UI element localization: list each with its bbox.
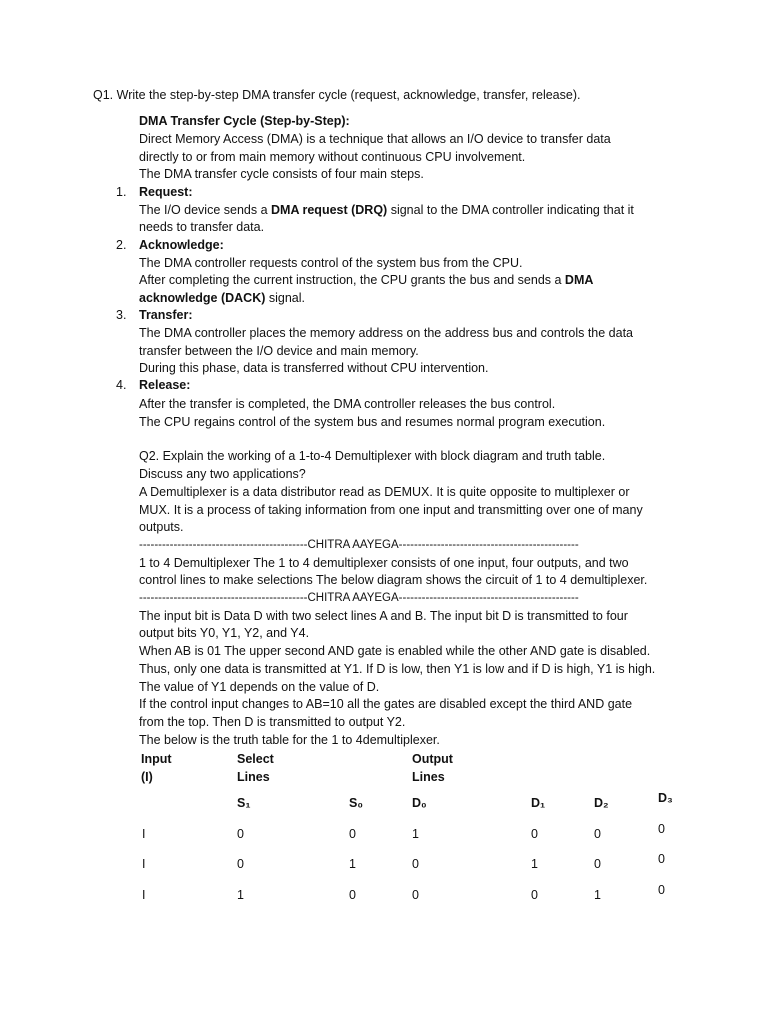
- table-header: Lines: [237, 770, 270, 784]
- table-header: Output: [412, 752, 453, 766]
- table-cell: 1: [531, 857, 538, 871]
- table-cell: 0: [237, 857, 244, 871]
- q2-line: from the top. Then D is transmitted to output Y2.: [139, 715, 406, 729]
- table-header: Input: [141, 752, 172, 766]
- table-subheader: D₂: [594, 796, 609, 810]
- q2-line: The value of Y1 depends on the value of D.: [139, 680, 380, 694]
- q2-line: output bits Y0, Y1, Y2, and Y4.: [139, 626, 310, 640]
- step-text: The DMA controller requests control of the system bus from the CPU.: [139, 256, 523, 270]
- table-cell: 0: [531, 827, 538, 841]
- table-header: Lines: [412, 770, 445, 784]
- table-subheader: D₁: [531, 796, 546, 810]
- q1-intro-line: The DMA transfer cycle consists of four main steps.: [139, 167, 424, 181]
- q1-intro-line: Direct Memory Access (DMA) is a technique that allows an I/O device to transfer data: [139, 132, 611, 146]
- q2-line: The below is the truth table for the 1 to 4demultiplexer.: [139, 733, 440, 747]
- step-text: The DMA controller places the memory address on the address bus and controls the data: [139, 326, 634, 340]
- table-subheader: D₀: [412, 796, 427, 810]
- step-text: transfer between the I/O device and main memory.: [139, 344, 419, 358]
- table-cell: 0: [349, 827, 356, 841]
- step-text: The I/O device sends a DMA request (DRQ) signal to the DMA controller indicating that it: [139, 203, 634, 217]
- table-header: (I): [141, 770, 153, 784]
- table-cell: 0: [412, 857, 419, 871]
- table-cell: 0: [531, 888, 538, 902]
- q2-line: If the control input changes to AB=10 all the gates are disabled except the third AND gate: [139, 697, 633, 711]
- table-cell: I: [142, 827, 146, 841]
- step-text: needs to transfer data.: [139, 220, 265, 234]
- table-cell: 0: [237, 827, 244, 841]
- q2-line: 1 to 4 Demultiplexer The 1 to 4 demultiplexer consists of one input, four outputs, and two: [139, 556, 629, 570]
- table-cell: 1: [594, 888, 601, 902]
- step-title: Transfer:: [139, 308, 193, 322]
- q2-line: The input bit is Data D with two select lines A and B. The input bit D is transmitted to four: [139, 609, 628, 623]
- table-cell: 0: [349, 888, 356, 902]
- step-text: During this phase, data is transferred without CPU intervention.: [139, 361, 489, 375]
- placeholder-divider: --------------------------------------------CHITRA AAYEGA-----------------------------------------------: [139, 592, 579, 604]
- table-cell: 0: [412, 888, 419, 902]
- step-number: 2.: [116, 238, 127, 252]
- table-cell: 0: [658, 822, 665, 836]
- step-text: acknowledge (DACK) signal.: [139, 291, 306, 305]
- q1-heading: DMA Transfer Cycle (Step-by-Step):: [139, 114, 350, 128]
- step-number: 4.: [116, 378, 127, 392]
- table-cell: 0: [658, 852, 665, 866]
- q2-line: Thus, only one data is transmitted at Y1. If D is low, then Y1 is low and if D is high, Y1 is high.: [139, 662, 656, 676]
- q1-intro-line: directly to or from main memory without continuous CPU involvement.: [139, 150, 526, 164]
- table-cell: I: [142, 857, 146, 871]
- table-cell: I: [142, 888, 146, 902]
- step-number: 3.: [116, 308, 127, 322]
- table-cell: 1: [349, 857, 356, 871]
- table-cell: 1: [237, 888, 244, 902]
- table-cell: 0: [658, 883, 665, 897]
- table-subheader: D₃: [658, 791, 673, 805]
- table-cell: 0: [594, 827, 601, 841]
- q2-line: When AB is 01 The upper second AND gate is enabled while the other AND gate is disabled.: [139, 644, 651, 658]
- table-subheader: S₀: [349, 796, 363, 810]
- q2-line: outputs.: [139, 520, 184, 534]
- q2-line: Discuss any two applications?: [139, 467, 306, 481]
- step-text: After completing the current instruction, the CPU grants the bus and sends a DMA: [139, 273, 594, 287]
- step-text: The CPU regains control of the system bus and resumes normal program execution.: [139, 415, 606, 429]
- table-cell: 1: [412, 827, 419, 841]
- q2-line: A Demultiplexer is a data distributor read as DEMUX. It is quite opposite to multiplexer or: [139, 485, 630, 499]
- q1-question: Q1. Write the step-by-step DMA transfer cycle (request, acknowledge, transfer, release).: [93, 88, 581, 102]
- table-cell: 0: [594, 857, 601, 871]
- q2-line: control lines to make selections The below diagram shows the circuit of 1 to 4 demultiplexer.: [139, 573, 648, 587]
- step-number: 1.: [116, 185, 127, 199]
- q2-line: MUX. It is a process of taking information from one input and transmitting over one of many: [139, 503, 643, 517]
- step-title: Release:: [139, 378, 191, 392]
- table-subheader: S₁: [237, 796, 251, 810]
- step-title: Acknowledge:: [139, 238, 224, 252]
- q2-line: Q2. Explain the working of a 1-to-4 Demultiplexer with block diagram and truth table.: [139, 449, 606, 463]
- step-text: After the transfer is completed, the DMA controller releases the bus control.: [139, 397, 556, 411]
- table-header: Select: [237, 752, 274, 766]
- placeholder-divider: --------------------------------------------CHITRA AAYEGA-----------------------------------------------: [139, 539, 579, 551]
- step-title: Request:: [139, 185, 193, 199]
